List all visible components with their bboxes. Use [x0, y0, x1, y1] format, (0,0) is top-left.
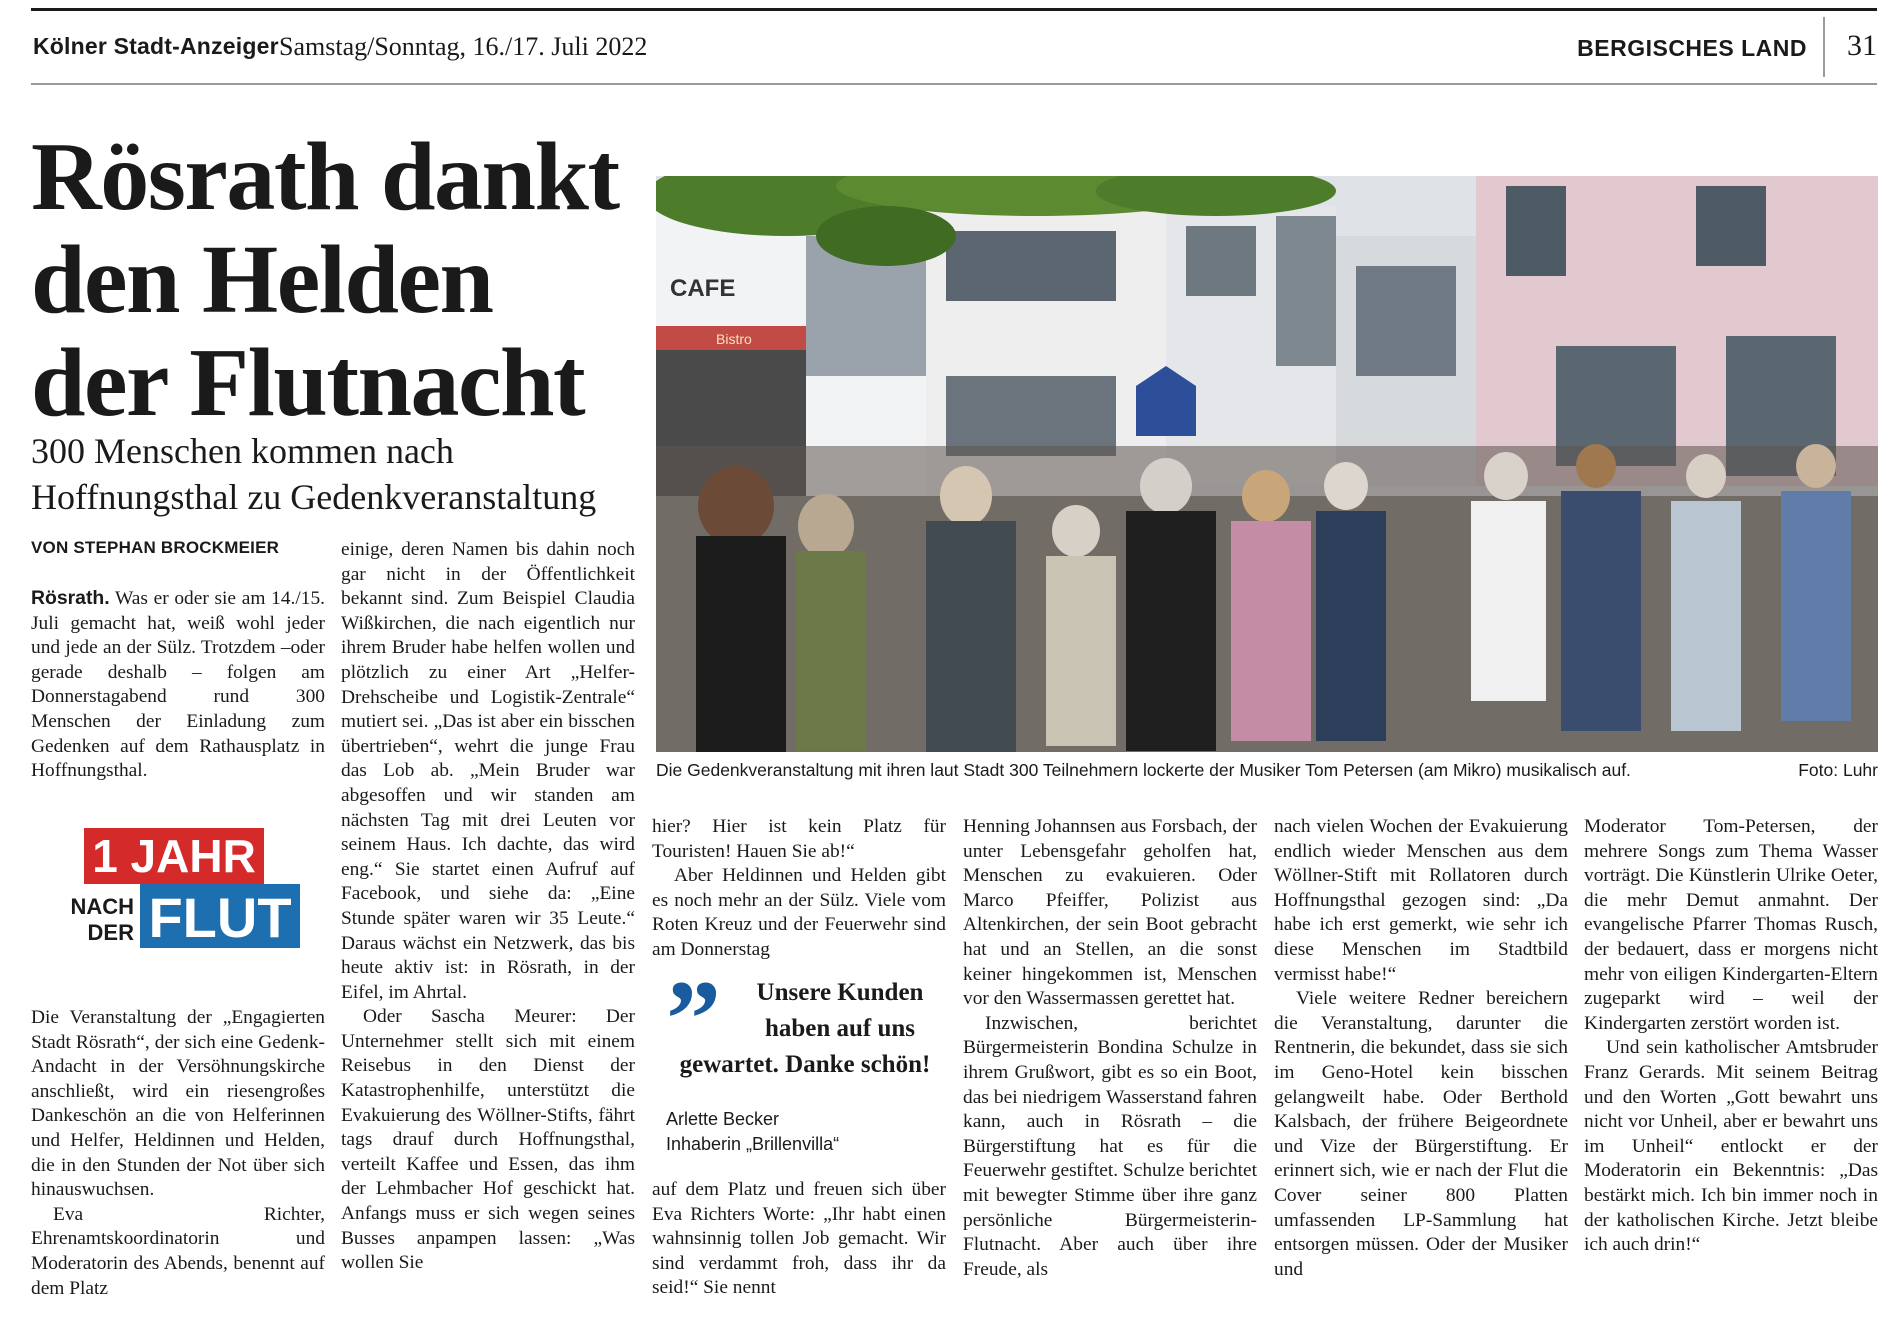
paragraph: Eva Richter, Ehrenamtskoordinatorin und Moderatorin des Abends, benennt auf dem Platz	[31, 1203, 325, 1299]
article-column-3-top	[652, 815, 946, 963]
paragraph: Die Veranstaltung der „Engagierten Stadt Rösrath“, der sich eine Gedenk-Andacht in der Versöhnungskirche anschließt, wird ein riesengroßes Dankeschön an die von Helferinnen und Helfer, Heldinnen und Helden, die in den Stunden der Not über sich hinauswuchsen.	[31, 1007, 325, 1201]
byline: VON STEPHAN BROCKMEIER	[31, 538, 280, 557]
paragraph: Aber Heldinnen und Helden gibt es noch mehr an der Sülz. Viele vom Roten Kreuz und der Feuerwehr sind am Donnerstag	[652, 865, 946, 960]
quote-mark-icon: ”	[666, 958, 721, 1080]
quote-author-name: Arlette Becker	[666, 1109, 780, 1129]
headline-line: der Flutnacht	[31, 329, 585, 437]
page-number-divider	[1823, 17, 1825, 77]
subheadline-line: Hoffnungsthal zu Gedenkveranstaltung	[31, 477, 597, 517]
one-year-after-flood-logo	[44, 820, 314, 955]
paragraph: Oder Sascha Meurer: Der Unternehmer stellt sich mit einem Reisebus in den Dienst der Katastrophenhilfe, unterstützt die Evakuierung des Wöllner-Stifts, fährt tags drauf durch Hoffnungsthal, verteilt Kaffee und Essen, das ihm der Lehmbacher Hof geschickt hat. Anfangs muss er sich wegen seines Busses anpampen lassen: „Was wollen Sie	[341, 1006, 635, 1274]
issue-date: Samstag/Sonntag, 16./17. Juli 2022	[279, 32, 648, 61]
quote-line: gewartet. Danke schön!	[679, 1051, 931, 1078]
logo-text-flut: FLUT	[148, 886, 292, 949]
newspaper-name: Kölner Stadt-Anzeiger	[33, 33, 279, 59]
cafe-sign: CAFE	[670, 275, 736, 302]
caption-text: Die Gedenkveranstaltung mit ihren laut Stadt 300 Teilnehmern lockerte der Musiker Tom Petersen (am Mikro) musikalisch auf.	[656, 760, 1631, 780]
paragraph: hier? Hier ist kein Platz für Touristen! Hauen Sie ab!“	[652, 816, 946, 862]
logo-text-nach: NACH	[70, 894, 134, 919]
paragraph: Was er oder sie am 14./15. Juli gemacht hat, weiß wohl jeder und jede an der Sülz. Trotzdem –oder gerade deshalb – folgen am Donnerstagabend rund 300 Menschen der Einladung zum Gedenken auf dem Rathausplatz in Hoffnungsthal.	[31, 588, 325, 782]
article-column-6	[1584, 815, 1878, 1258]
paragraph: Moderator Tom-Petersen, der mehrere Songs zum Thema Wasser vorträgt. Die Künstlerin Ulrike Oeter, die mehr Demut anmahnt. Der evangelische Pfarrer Thomas Rusch, der bedauert, dass er morgens nicht mehr von eiligen Kindergarten-Eltern zugeparkt wird – weil der Kindergarten zerstört worden ist.	[1584, 816, 1878, 1034]
bistro-sign: Bistro	[716, 331, 752, 347]
event-photo	[656, 176, 1878, 752]
subheadline	[31, 428, 651, 520]
logo-text-jahr: 1 JAHR	[92, 830, 256, 882]
article-column-1-bottom	[31, 1006, 325, 1301]
article-column-1-top	[31, 586, 325, 784]
article-column-2	[341, 538, 635, 1276]
masthead	[31, 8, 1877, 85]
photo-credit: Foto: Luhr	[1798, 760, 1878, 780]
paragraph: auf dem Platz und freuen sich über Eva Richters Worte: „Ihr habt einen wahnsinnig tollen Job gemacht. Wir sind verdammt froh, dass ihr da seid!“ Sie nennt	[652, 1179, 946, 1299]
article-column-5	[1274, 815, 1568, 1282]
pull-quote	[660, 958, 950, 1154]
paragraph: Und sein katholischer Amtsbruder Franz Gerards. Mit seinem Beitrag und den Worten „Gott bewahrt uns nicht vor Unheil, aber er bewahrt uns im Unheil“ entlockt er der Moderatorin ein Bekenntnis: „Das bestärkt mich. Ich bin immer noch in der katholischen Kirche. Jetzt bleibe ich auch drin!“	[1584, 1037, 1878, 1256]
article-column-3-bottom	[652, 1178, 946, 1301]
paragraph: einige, deren Namen bis dahin noch gar nicht in der Öffentlichkeit bekannt sind. Zum Beispiel Claudia Wißkirchen, die nach eigentlich nur ihrem Bruder habe helfen wollen und plötzlich zu einer Art „Helfer-Drehscheibe und Logistik-Zentrale“ mutiert sei. „Das ist aber ein bisschen übertrieben“, wehrt die junge Frau das Lob ab. „Mein Bruder war abgesoffen und wir standen am nächsten Tag mit drei Leuten vor seinem Haus. Ich dachte, das wird eng.“ Sie startet einen Aufruf auf Facebook, und siehe da: „Eine Stunde später waren wir 35 Leute.“ Daraus wächst ein Netzwerk, das bis heute aktiv ist: in Rösrath, in der Eifel, im Ahrtal.	[341, 539, 635, 1003]
paragraph: nach vielen Wochen der Evakuierung endlich wieder Menschen aus dem Wöllner-Stift mit Rollatoren durch Hoffnungsthal gezogen sind: „Da habe ich erst gemerkt, wie sehr ich diese Menschen im Stadtbild vermisst habe!“	[1274, 816, 1568, 985]
quote-line: Unsere Kunden	[756, 979, 924, 1006]
paragraph: Viele weitere Redner bereichern die Veranstaltung, darunter die Rentnerin, die bekundet, dass sie sich im Geno-Hotel kein bisschen gelangweilt habe. Oder Berthold Kalsbach, der frühere Beigeordnete und Vize der Bürgerstiftung. Er erinnert sich, wie er nach der Flut die Cover seiner 800 Platten umfassenden LP-Sammlung hat entsorgen müssen. Oder der Musiker und	[1274, 988, 1568, 1280]
logo-text-der: DER	[87, 920, 134, 945]
quote-author-role: Inhaberin „Brillenvilla“	[666, 1134, 840, 1154]
paragraph: Inzwischen, berichtet Bürgermeisterin Bondina Schulze in ihrem Grußwort, gibt es so ein Boot, das bei niedrigem Wasserstand fahren kann, auch in Rösrath – die Bürgerstiftung hat es für die Feuerwehr gestiftet. Schulze berichtet mit bewegter Stimme über ihre ganz persönliche Bürgermeisterin-Flutnacht. Aber auch über ihre Freude, als	[963, 1012, 1257, 1280]
paragraph: Henning Johannsen aus Forsbach, der unter Lebensgefahr geholfen hat, Menschen zu evakuieren. Oder Marco Pfeiffer, Polizist aus Altenkirchen, der sein Boot gebracht hat und an Stellen, an die sonst keiner hingekommen ist, Menschen vor den Wassermassen gerettet hat.	[963, 816, 1257, 1010]
photo-caption	[656, 760, 1878, 781]
headline	[31, 123, 651, 437]
headline-line: Rösrath dankt	[31, 123, 619, 231]
quote-attribution	[666, 1107, 839, 1157]
page-number: 31	[1847, 29, 1877, 62]
subheadline-line: 300 Menschen kommen nach	[31, 431, 454, 471]
quote-line: haben auf uns	[764, 1015, 916, 1042]
section-title: BERGISCHES LAND	[1577, 35, 1807, 61]
dateline: Rösrath.	[31, 587, 110, 609]
article-column-4	[963, 815, 1257, 1282]
headline-line: den Helden	[31, 226, 493, 334]
